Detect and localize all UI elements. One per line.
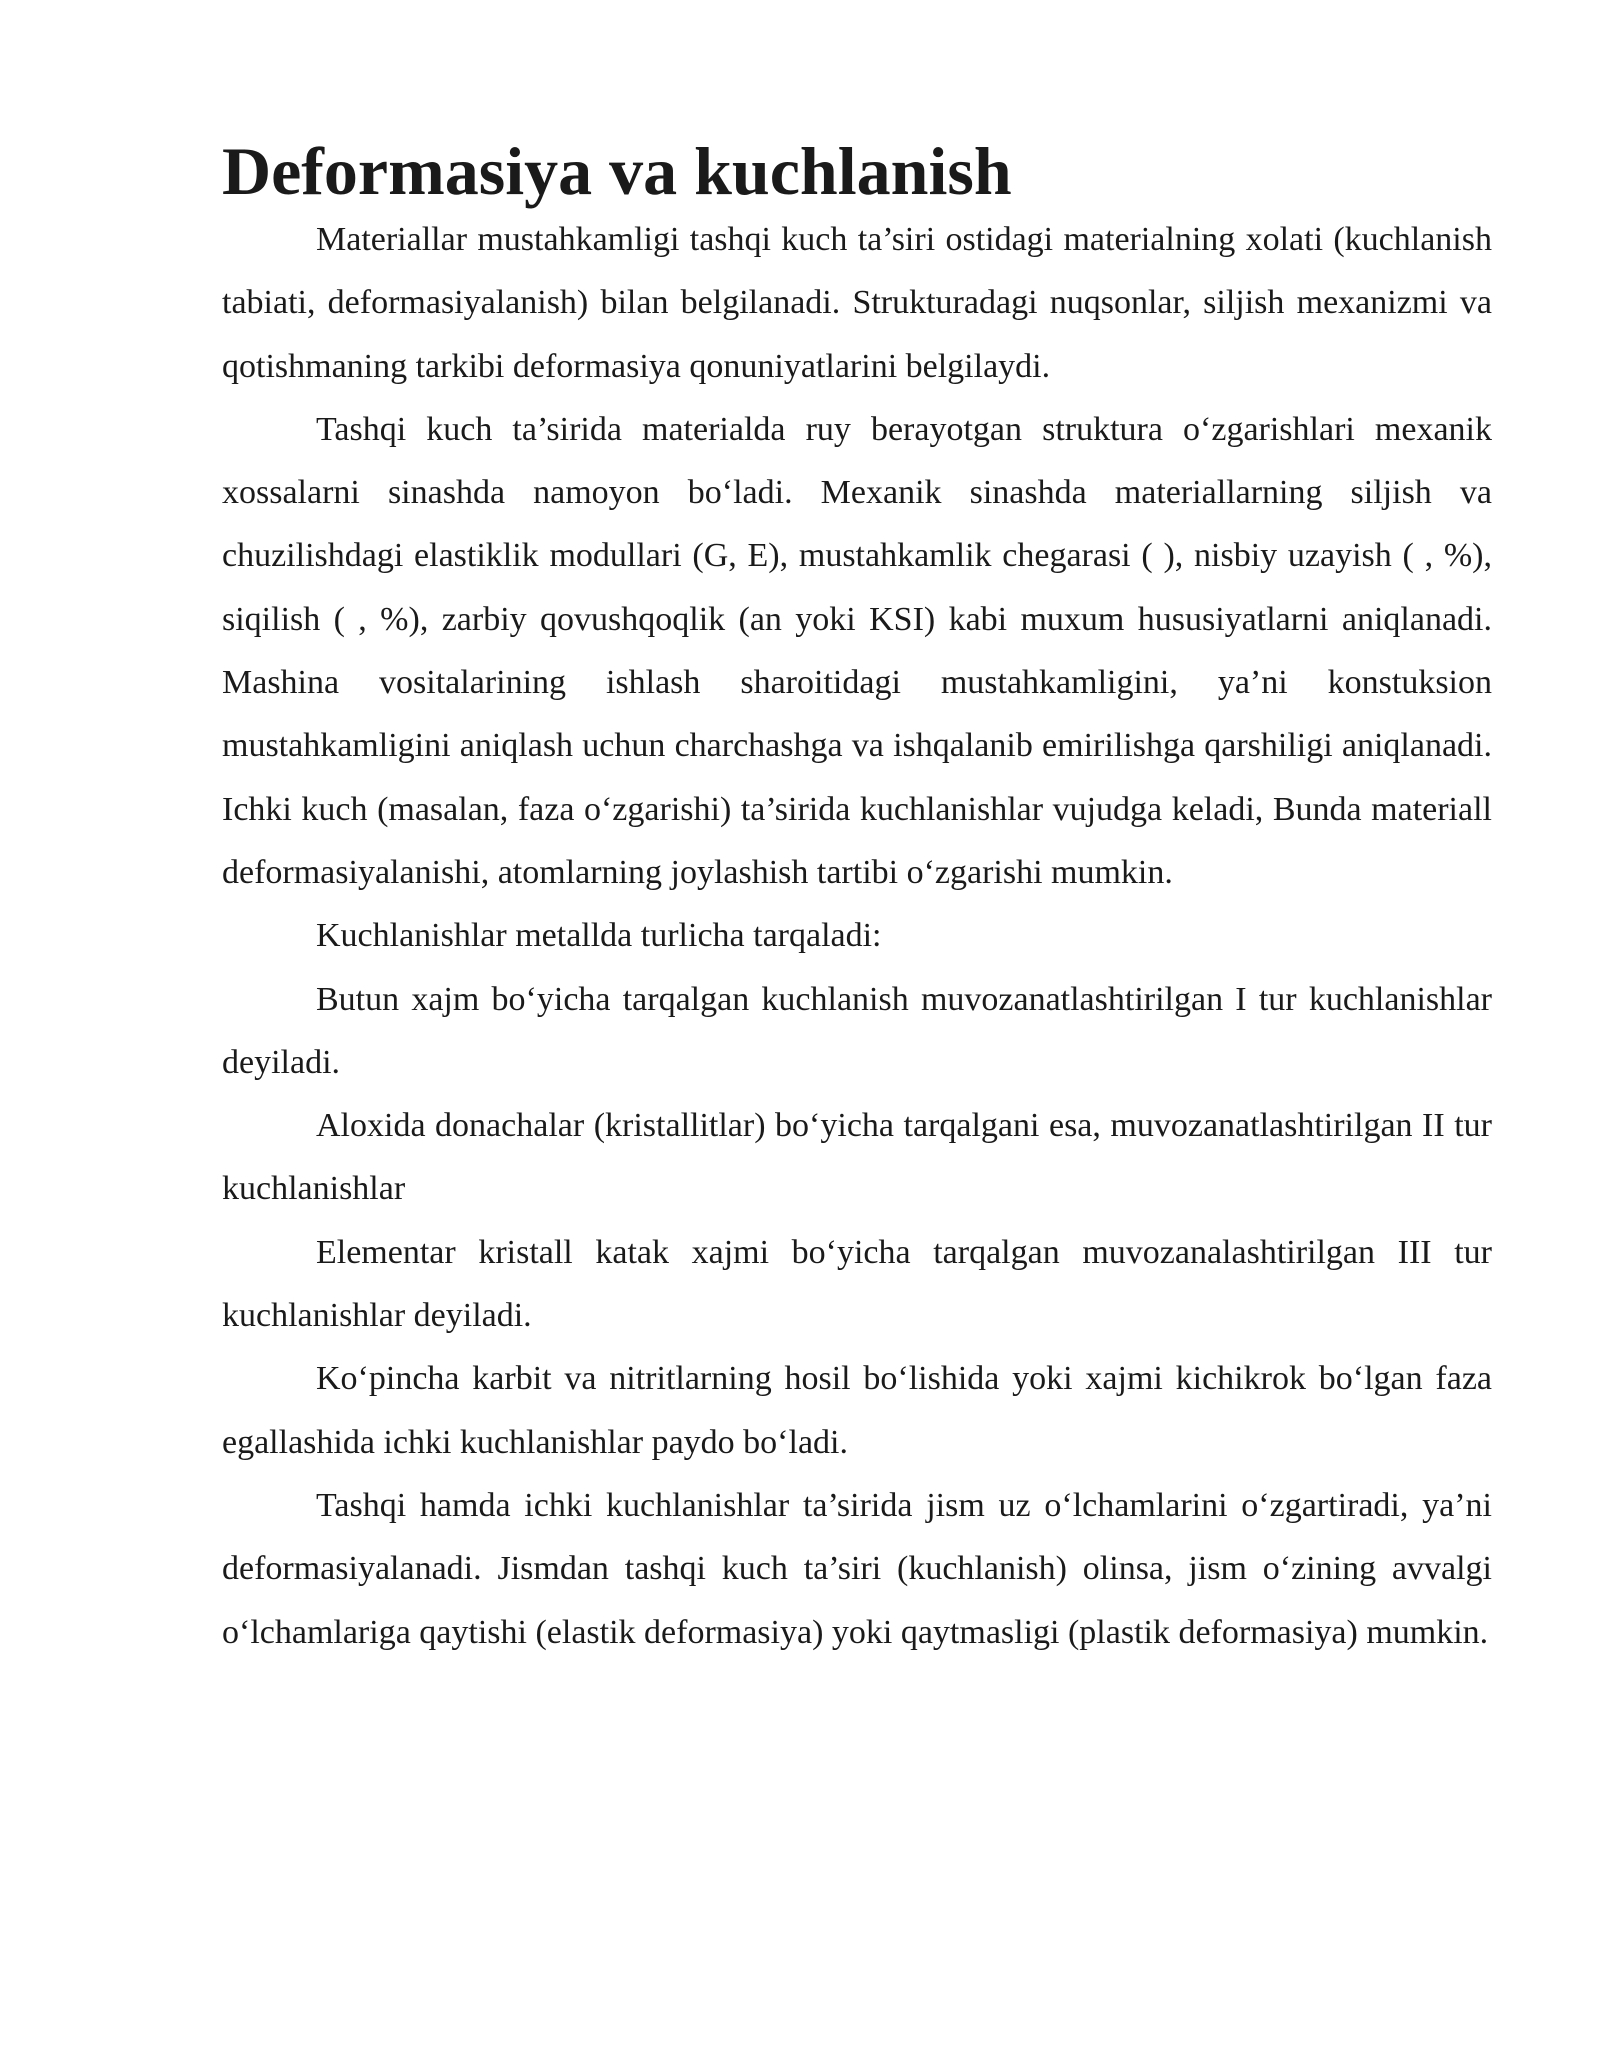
paragraph: Ko‘pincha karbit va nitritlarning hosil bo‘lishida yoki xajmi kichikrok bo‘lgan faza egallashida ichki kuchlanishlar paydo bo‘ladi. [222, 1360, 1492, 1461]
paragraph: Kuchlanishlar metallda turlicha tarqaladi: [316, 917, 882, 955]
section-heading: Deformasiya va kuchlanish [222, 133, 1012, 209]
paragraph: Aloxida donachalar (kristallitlar) bo‘yicha tarqalgani esa, muvozanatlashtirilgan II tur kuchlanishlar [222, 1107, 1492, 1208]
paragraph: Tashqi hamda ichki kuchlanishlar ta’sirida jism uz o‘lchamlarini o‘zgartiradi, ya’ni deformasiyalanadi. Jismdan tashqi kuch ta’siri (kuchlanish) olinsa, jism o‘zining avvalgi o‘lchamlariga qaytishi (elastik deformasiya) yoki qaytmasligi (plastik deformasiya) mumkin. [222, 1486, 1492, 1651]
paragraph: Elementar kristall katak xajmi bo‘yicha tarqalgan muvozanalashtirilgan III tur kuchlanishlar deyiladi. [222, 1233, 1492, 1335]
paragraph: Tashqi kuch ta’sirida materialda ruy berayotgan struktura o‘zgarishlari mexanik xossalarni sinashda namoyon bo‘ladi. Mexanik sinashda materiallarning siljish va chuzilishdagi elastiklik modullari (G, E), mustahkamlik chegarasi ( ), nisbiy uzayish ( , %), siqilish ( , %), zarbiy qovushqoqlik (an yoki KSI) kabi muxum hususiyatlarni aniqlanadi. Mashina vositalarining ishlash sharoitidagi mustahkamligini, ya’ni konstuksion mustahkamligini aniqlash uchun charchashga va ishqalanib emirilishga qarshiligi aniqlanadi. Ichki kuch (masalan, faza o‘zgarishi) ta’sirida kuchlanishlar vujudga keladi, Bunda materiall deformasiyalanishi, atomlarning joylashish tartibi o‘zgarishi mumkin. [222, 410, 1492, 891]
document-body [222, 133, 1492, 1664]
paragraph: Butun xajm bo‘yicha tarqalgan kuchlanish muvozanatlashtirilgan I tur kuchlanishlar deyiladi. [222, 980, 1492, 1081]
paragraph: Materiallar mustahkamligi tashqi kuch ta’siri ostidagi materialning xolati (kuchlanish tabiati, deformasiyalanish) bilan belgilanadi. Strukturadagi nuqsonlar, siljish mexanizmi va qotishmaning tarkibi deformasiya qonuniyatlarini belgilaydi. [222, 221, 1492, 385]
